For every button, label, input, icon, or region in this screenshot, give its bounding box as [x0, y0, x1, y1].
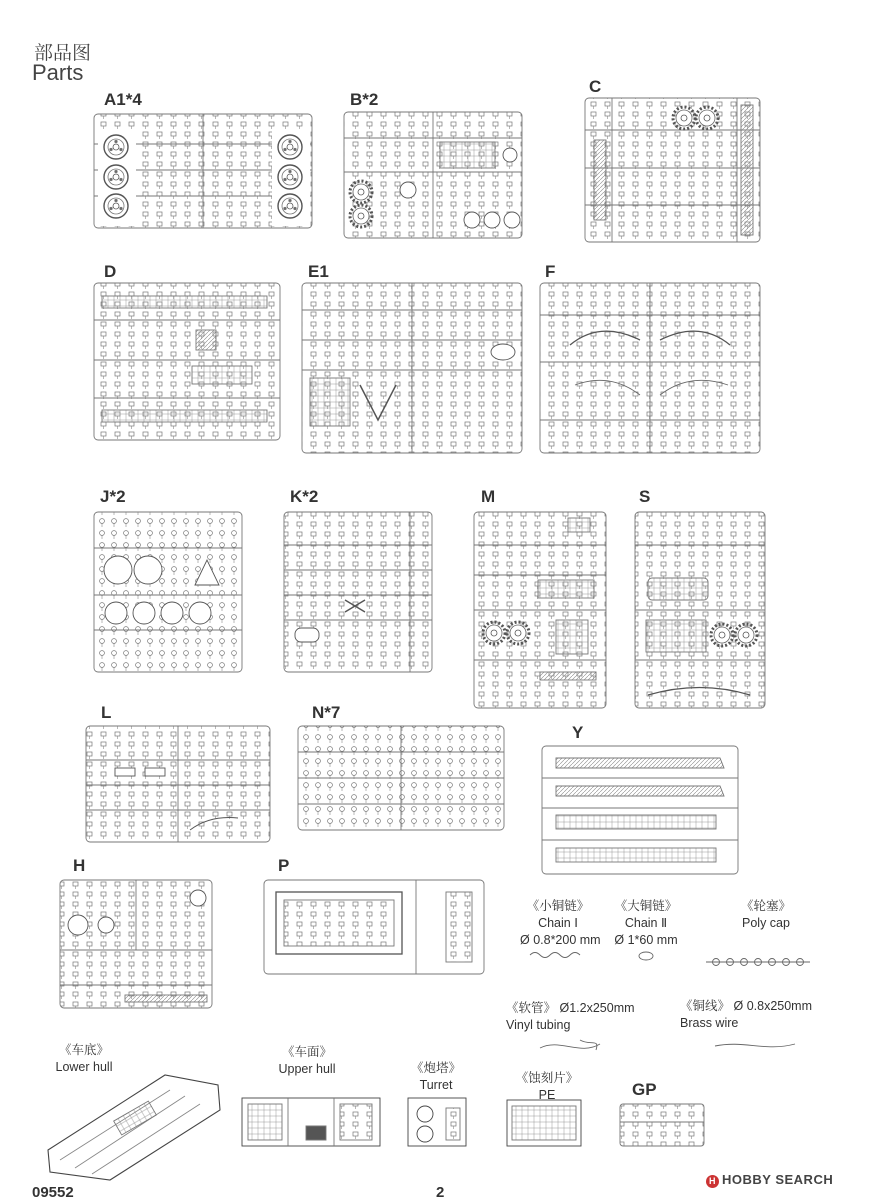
- sprue-label-l: L: [101, 703, 112, 722]
- poly-cap-drawing: [706, 959, 810, 966]
- watermark-logo-icon: H: [706, 1175, 719, 1188]
- sprue-label-f: F: [545, 262, 556, 281]
- sprue-c: [585, 98, 760, 242]
- sprue-label-c: C: [589, 77, 602, 96]
- watermark: H HOBBY SEARCH: [706, 1172, 833, 1188]
- sprue-l: [86, 726, 270, 842]
- turret-caption: 《炮塔》 Turret: [410, 1061, 461, 1092]
- turret-drawing: [408, 1098, 466, 1146]
- sprue-k: [284, 512, 432, 672]
- vinyl-tubing-drawing: [540, 1040, 600, 1050]
- sprue-label-a1: A1*4: [104, 90, 142, 109]
- upper-hull-caption: 《车面》 Upper hull: [278, 1045, 336, 1076]
- pe-caption: 《蚀刻片》 PE: [515, 1071, 579, 1102]
- chain-1-drawing: [530, 953, 580, 958]
- poly-cap-caption: 《轮塞》 Poly cap: [740, 899, 791, 930]
- chain-1-caption: 《小铜链》 Chain Ⅰ Ø 0.8*200 mm: [520, 899, 601, 947]
- sprue-label-m: M: [481, 487, 496, 506]
- sprue-p: [264, 880, 484, 974]
- vinyl-tubing-caption: 《软管》 Ø1.2x250mm Vinyl tubing: [506, 1001, 635, 1032]
- lower-hull-drawing: [48, 1075, 220, 1180]
- sprue-label-k: K*2: [290, 487, 319, 506]
- sprue-label-e1: E1: [308, 262, 329, 281]
- sprue-s: [635, 512, 765, 708]
- chain-2-caption: 《大铜链》 Chain Ⅱ Ø 1*60 mm: [614, 899, 678, 947]
- lower-hull-caption: 《车底》 Lower hull: [55, 1043, 113, 1074]
- chain-2-drawing: [639, 952, 653, 960]
- sprue-label-n: N*7: [312, 703, 341, 722]
- sprue-label-gp: GP: [632, 1080, 657, 1099]
- page-title: Parts: [32, 60, 84, 85]
- kit-number: 09552: [32, 1184, 74, 1201]
- sprue-label-s: S: [639, 487, 651, 506]
- sprue-d: [94, 283, 280, 440]
- sprue-gp: [620, 1104, 704, 1146]
- brass-wire-drawing: [715, 1044, 795, 1047]
- pe-drawing: [507, 1100, 581, 1146]
- upper-hull-drawing: [242, 1098, 380, 1146]
- page-title-cn: 部品图: [34, 42, 92, 64]
- sprue-b: [344, 112, 522, 238]
- sprue-h: [60, 880, 212, 1008]
- sprue-label-h: H: [73, 856, 86, 875]
- sprue-f: [540, 283, 760, 453]
- sprue-n: [298, 726, 504, 830]
- brass-wire-caption: 《铜线》 Ø 0.8x250mm Brass wire: [680, 999, 813, 1030]
- sprue-label-y: Y: [572, 723, 584, 742]
- sprue-a1: [94, 114, 312, 228]
- sprue-y: [542, 746, 738, 874]
- page-number: 2: [436, 1184, 445, 1201]
- sprue-label-d: D: [104, 262, 117, 281]
- sprue-label-j: J*2: [100, 487, 126, 506]
- sprue-label-p: P: [278, 856, 290, 875]
- sprue-m: [474, 512, 606, 708]
- sprue-j: [94, 512, 242, 672]
- sprue-label-b: B*2: [350, 90, 379, 109]
- sprue-e1: [302, 283, 522, 453]
